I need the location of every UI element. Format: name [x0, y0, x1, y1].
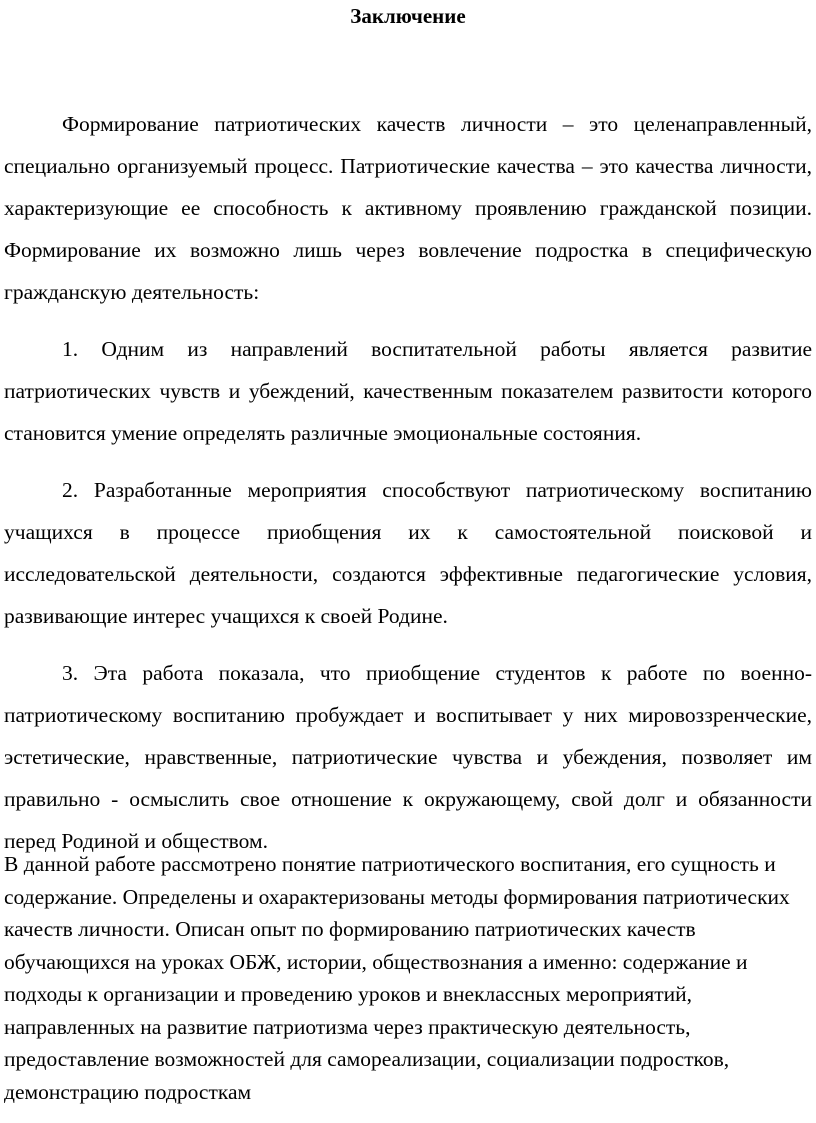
summary-paragraph: В данной работе рассмотрено понятие патриотического воспитания, его сущность и содержание. Определены и охарактеризованы методы формирования патриотических качеств личности. Описан опыт по формированию патриотических качеств обучающихся на уроках ОБЖ, истории, обществознания а именно: содержание и подходы к организации и проведению уроков и внеклассных мероприятий, направленных на развитие патриотизма через практическую деятельность, предоставление возможностей для самореализации, социализации подростков, демонстрацию подросткам — [4, 852, 790, 1104]
paragraph-point-2: 2. Разработанные мероприятия способствуют патриотическому воспитанию учащихся в процессе приобщения их к самостоятельной поисковой и исследовательской деятельности, создаются эффективные педагогические условия, развивающие интерес учащихся к своей Родине. — [4, 478, 812, 628]
paragraph-intro: Формирование патриотических качеств личности – это целенаправленный, специально организуемый процесс. Патриотические качества – это качества личности, характеризующие ее способность к активному проявлению гражданской позиции. Формирование их возможно лишь через вовлечение подростка в специфическую гражданскую деятельность: — [4, 112, 812, 304]
conclusion-body — [4, 103, 812, 877]
paragraph-point-1: 1. Одним из направлений воспитательной работы является развитие патриотических чувств и убеждений, качественным показателем развитости которого становится умение определять различные эмоциональные состояния. — [4, 337, 812, 445]
paragraph-point-3: 3. Эта работа показала, что приобщение студентов к работе по военно-патриотическому воспитанию пробуждает и воспитывает у них мировоззренческие, эстетические, нравственные, патриотические чувства и убеждения, позволяет им правильно - осмыслить свое отношение к окружающему, свой долг и обязанности перед Родиной и обществом. — [4, 661, 812, 853]
page-title: Заключение — [350, 4, 466, 28]
